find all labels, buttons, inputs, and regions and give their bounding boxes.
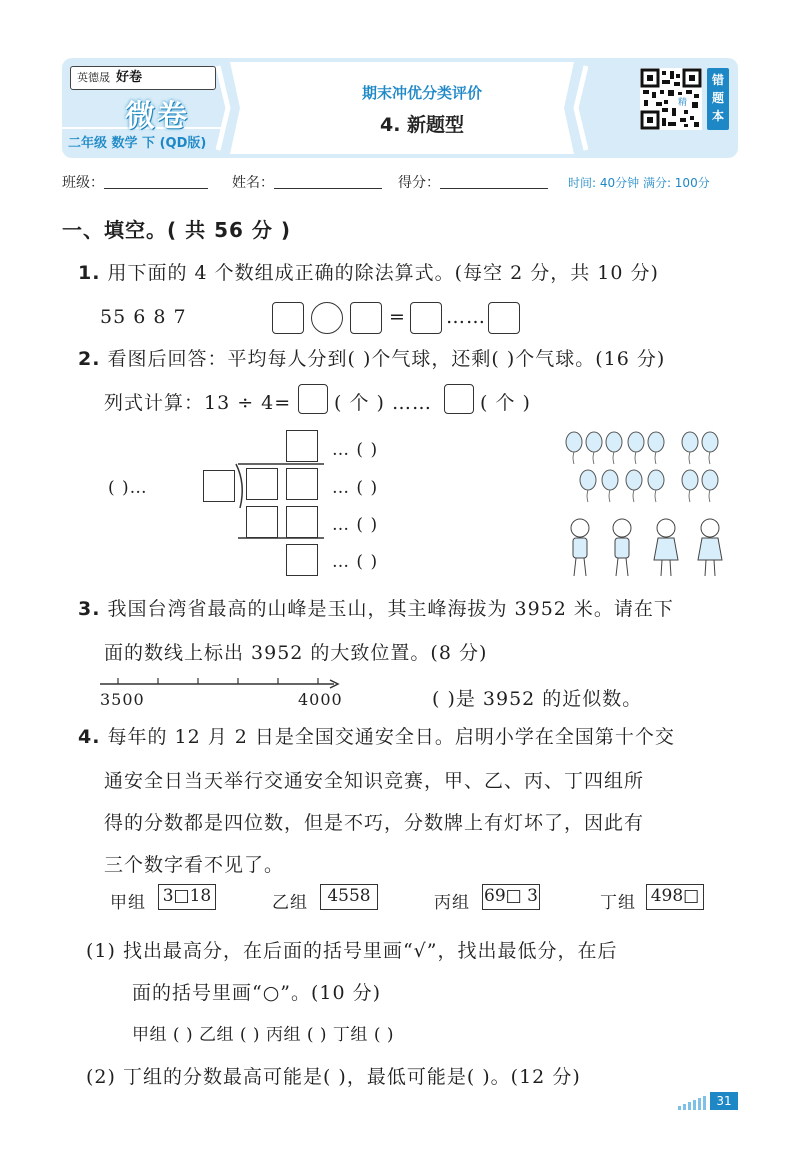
q1-dots: …… bbox=[446, 306, 486, 328]
question-4-line-4: 三个数字看不见了。 bbox=[104, 854, 285, 876]
brand-tag-text: 英德晟 bbox=[77, 71, 110, 84]
q1-divisor-box[interactable] bbox=[350, 302, 382, 334]
q2-label-1: … ( ) bbox=[332, 440, 379, 460]
group-a-score: 3□18 bbox=[158, 884, 216, 910]
q3-approx: ( )是 3952 的近似数。 bbox=[432, 688, 643, 710]
q2-product-tens-square[interactable] bbox=[246, 506, 278, 538]
question-3-line-1: 我国台湾省最高的山峰是玉山，其主峰海拔为 3952 米。请在下 bbox=[107, 598, 674, 620]
page-header bbox=[62, 58, 738, 158]
q2-label-3: … ( ) bbox=[332, 515, 379, 535]
question-4-line-1: 每年的 12 月 2 日是全国交通安全日。启明小学在全国第十个交 bbox=[107, 726, 675, 748]
question-4 bbox=[78, 722, 675, 749]
q2-quotient-box[interactable] bbox=[298, 384, 328, 414]
q2-dividend-tens-square[interactable] bbox=[246, 468, 278, 500]
question-3 bbox=[78, 594, 674, 621]
question-2-number: 2. bbox=[78, 348, 101, 370]
group-d-label: 丁组 bbox=[600, 893, 636, 913]
brand-tag-text-2: 好卷 bbox=[116, 70, 143, 85]
q1-digits: 55 6 8 7 bbox=[100, 306, 187, 328]
group-a-label: 甲组 bbox=[110, 893, 146, 913]
question-3-line-2: 面的数线上标出 3952 的大致位置。(8 分) bbox=[104, 642, 488, 664]
class-field[interactable] bbox=[62, 172, 208, 192]
balloons-children-illustration bbox=[560, 428, 736, 580]
time-info: 时间: 40分钟 满分: 100分 bbox=[568, 176, 710, 190]
q4-sub-1-line-2: 面的括号里画“○”。(10 分) bbox=[132, 982, 382, 1004]
q2-dividend-ones-square[interactable] bbox=[286, 468, 318, 500]
mistake-book-label: 错题本 bbox=[712, 73, 725, 123]
group-b-score: 4558 bbox=[320, 884, 378, 910]
q2-quotient-square[interactable] bbox=[286, 430, 318, 462]
score-label: 得分： bbox=[398, 175, 440, 191]
question-4-line-3: 得的分数都是四位数，但是不巧，分数牌上有灯坏了，因此有 bbox=[104, 812, 645, 834]
question-2 bbox=[78, 344, 665, 371]
class-blank[interactable] bbox=[104, 175, 208, 189]
page-bars-icon bbox=[676, 1096, 710, 1110]
q2-formula: 列式计算：13 ÷ 4= bbox=[104, 392, 292, 414]
q1-operator-circle[interactable] bbox=[311, 302, 343, 334]
q4-sub-2: (2) 丁组的分数最高可能是( )，最低可能是( )。(12 分) bbox=[86, 1066, 581, 1088]
q1-remainder-box[interactable] bbox=[488, 302, 520, 334]
qr-badge: 精 bbox=[676, 95, 689, 108]
header-subtitle: 4. 新题型 bbox=[379, 114, 465, 136]
qr-code-icon[interactable] bbox=[640, 68, 702, 130]
brand-title: 微卷 bbox=[125, 99, 189, 134]
section-title: 一、填空。( 共 56 分 ) bbox=[62, 218, 291, 242]
page-number: 31 bbox=[710, 1092, 738, 1110]
group-c-label: 丙组 bbox=[434, 893, 470, 913]
q2-left-paren: ( )… bbox=[108, 478, 148, 498]
score-field[interactable] bbox=[398, 172, 548, 192]
q2-unit-2: ( 个 ) bbox=[480, 392, 531, 414]
name-field[interactable] bbox=[232, 172, 382, 192]
brand-subtitle: 二年级 数学 下 (QD版) bbox=[68, 136, 207, 151]
question-3-number: 3. bbox=[78, 598, 101, 620]
q1-dividend-box[interactable] bbox=[272, 302, 304, 334]
number-line-end: 4000 bbox=[298, 690, 343, 709]
class-label: 班级： bbox=[62, 175, 104, 191]
question-1-number: 1. bbox=[78, 262, 101, 284]
header-title: 期末冲优分类评价 bbox=[361, 84, 482, 102]
q2-remainder-square[interactable] bbox=[286, 544, 318, 576]
name-blank[interactable] bbox=[274, 175, 382, 189]
score-blank[interactable] bbox=[440, 175, 548, 189]
question-4-line-2: 通安全日当天举行交通安全知识竞赛，甲、乙、丙、丁四组所 bbox=[104, 770, 645, 792]
name-label: 姓名： bbox=[232, 175, 274, 191]
q2-product-ones-square[interactable] bbox=[286, 506, 318, 538]
q4-answer-row[interactable]: 甲组 ( ) 乙组 ( ) 丙组 ( ) 丁组 ( ) bbox=[132, 1025, 395, 1045]
brand-tag bbox=[70, 66, 216, 90]
q2-label-2: … ( ) bbox=[332, 478, 379, 498]
question-1-text: 用下面的 4 个数组成正确的除法算式。(每空 2 分，共 10 分) bbox=[107, 262, 659, 284]
q1-quotient-box[interactable] bbox=[410, 302, 442, 334]
question-4-number: 4. bbox=[78, 726, 101, 748]
question-1 bbox=[78, 258, 659, 285]
q2-divisor-square[interactable] bbox=[203, 470, 235, 502]
question-2-text: 看图后回答：平均每人分到( )个气球，还剩( )个气球。(16 分) bbox=[107, 348, 666, 370]
q2-remainder-box[interactable] bbox=[444, 384, 474, 414]
q2-unit-1: ( 个 ) …… bbox=[334, 392, 432, 414]
number-line-start: 3500 bbox=[100, 690, 145, 709]
q1-equals: = bbox=[389, 306, 406, 328]
q4-sub-1-line-1: (1) 找出最高分，在后面的括号里画“√”，找出最低分，在后 bbox=[86, 940, 618, 962]
group-b-label: 乙组 bbox=[272, 893, 308, 913]
q2-label-4: … ( ) bbox=[332, 552, 379, 572]
group-c-score: 69□ 3 bbox=[482, 884, 540, 910]
mistake-book-tag[interactable] bbox=[707, 68, 729, 130]
group-d-score: 498□ bbox=[646, 884, 704, 910]
